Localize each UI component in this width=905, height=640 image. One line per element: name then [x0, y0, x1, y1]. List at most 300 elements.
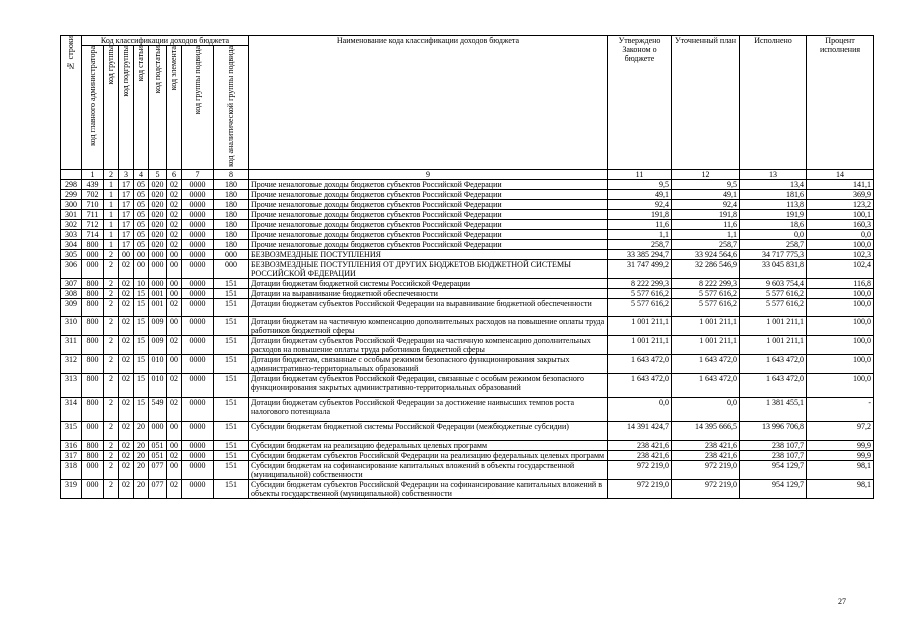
name-cell: Прочие неналоговые доходы бюджетов субъектов Российской Федерации — [249, 240, 608, 250]
code-cell: 05 — [134, 210, 149, 220]
name-cell: Прочие неналоговые доходы бюджетов субъектов Российской Федерации — [249, 230, 608, 240]
code-cell: 00 — [167, 317, 182, 336]
plan-cell: 972 219,0 — [672, 461, 740, 480]
code-cell: 0000 — [182, 398, 214, 422]
table-row — [61, 480, 874, 499]
code-cell: 02 — [119, 317, 134, 336]
name-cell: Субсидии бюджетам субъектов Российской Федерации на софинансирование капитальных вложений в объекты государственной (муниципальной) собственности — [249, 480, 608, 499]
code-cell: 020 — [149, 200, 167, 210]
row-number: 319 — [61, 480, 82, 499]
name-cell: Дотации бюджетам субъектов Российской Федерации на частичную компенсацию дополнительных расходов на повышение оплаты труда работников бюджетной сферы — [249, 336, 608, 355]
row-number: 304 — [61, 240, 82, 250]
code-cell: 2 — [104, 260, 119, 279]
code-cell: 0000 — [182, 480, 214, 499]
code-cell: 0000 — [182, 422, 214, 441]
code-cell: 000 — [149, 250, 167, 260]
row-number: 316 — [61, 441, 82, 451]
code-cell: 0000 — [182, 336, 214, 355]
plan-cell: 1 643 472,0 — [672, 374, 740, 398]
row-number: 305 — [61, 250, 82, 260]
table-row — [61, 441, 874, 451]
percent-cell: 100,0 — [807, 289, 874, 299]
name-cell: Субсидии бюджетам на реализацию федеральных целевых программ — [249, 441, 608, 451]
plan-cell: 972 219,0 — [672, 480, 740, 499]
code-cell: 2 — [104, 250, 119, 260]
code-cell: 020 — [149, 190, 167, 200]
code-cell: 009 — [149, 336, 167, 355]
header-code-col: код аналитической группы подвида — [214, 46, 249, 170]
code-cell: 2 — [104, 299, 119, 317]
code-cell: 151 — [214, 355, 249, 374]
code-cell: 180 — [214, 210, 249, 220]
name-cell: Дотации бюджетам на частичную компенсацию дополнительных расходов на повышение оплаты труда работников бюджетной сферы — [249, 317, 608, 336]
code-cell: 2 — [104, 422, 119, 441]
executed-cell: 9 603 754,4 — [740, 279, 807, 289]
table-row — [61, 461, 874, 480]
executed-cell: 5 577 616,2 — [740, 289, 807, 299]
code-cell: 15 — [134, 317, 149, 336]
plan-cell: 1 001 211,1 — [672, 336, 740, 355]
code-cell: 180 — [214, 180, 249, 190]
percent-cell: 123,2 — [807, 200, 874, 210]
plan-cell: 1 001 211,1 — [672, 317, 740, 336]
code-cell: 02 — [167, 240, 182, 250]
code-cell: 17 — [119, 240, 134, 250]
page-number: 27 — [838, 597, 846, 606]
code-cell: 02 — [167, 230, 182, 240]
code-cell: 02 — [167, 190, 182, 200]
code-cell: 2 — [104, 279, 119, 289]
code-cell: 549 — [149, 398, 167, 422]
approved-cell: 972 219,0 — [608, 461, 672, 480]
name-cell: Субсидии бюджетам на софинансирование капитальных вложений в объекты государственной (муниципальной) собственности — [249, 461, 608, 480]
table-row — [61, 240, 874, 250]
code-cell: 00 — [134, 260, 149, 279]
approved-cell: 1,1 — [608, 230, 672, 240]
header-code-group: Код классификации доходов бюджета — [82, 36, 249, 46]
code-cell: 151 — [214, 289, 249, 299]
code-cell: 05 — [134, 190, 149, 200]
code-cell: 0000 — [182, 279, 214, 289]
code-cell: 0000 — [182, 374, 214, 398]
plan-cell: 8 222 299,3 — [672, 279, 740, 289]
percent-cell: 100,0 — [807, 355, 874, 374]
approved-cell: 1 001 211,1 — [608, 317, 672, 336]
code-cell: 000 — [82, 422, 104, 441]
code-cell: 1 — [104, 190, 119, 200]
code-cell: 02 — [119, 461, 134, 480]
percent-cell: 116,8 — [807, 279, 874, 289]
approved-cell: 238 421,6 — [608, 441, 672, 451]
plan-cell: 0,0 — [672, 398, 740, 422]
plan-cell: 33 924 564,6 — [672, 250, 740, 260]
executed-cell: 13,4 — [740, 180, 807, 190]
column-index: 14 — [807, 170, 874, 180]
code-cell: 17 — [119, 190, 134, 200]
code-cell: 02 — [119, 355, 134, 374]
code-cell: 10 — [134, 279, 149, 289]
code-cell: 151 — [214, 480, 249, 499]
row-number: 298 — [61, 180, 82, 190]
table-row — [61, 180, 874, 190]
code-cell: 05 — [134, 200, 149, 210]
code-cell: 2 — [104, 398, 119, 422]
code-cell: 020 — [149, 220, 167, 230]
code-cell: 02 — [167, 220, 182, 230]
percent-cell: 160,3 — [807, 220, 874, 230]
code-cell: 2 — [104, 461, 119, 480]
code-cell: 02 — [119, 336, 134, 355]
executed-cell: 33 045 831,8 — [740, 260, 807, 279]
name-cell: Дотации бюджетам субъектов Российской Федерации за достижение наивысших темпов роста налогового потенциала — [249, 398, 608, 422]
code-cell: 17 — [119, 230, 134, 240]
code-cell: 02 — [167, 210, 182, 220]
row-number: 301 — [61, 210, 82, 220]
column-index: 8 — [214, 170, 249, 180]
table-row — [61, 355, 874, 374]
header-code-col: код элемента — [167, 46, 182, 170]
table-row — [61, 317, 874, 336]
code-cell: 00 — [167, 441, 182, 451]
code-cell: 2 — [104, 317, 119, 336]
executed-cell: 1 643 472,0 — [740, 355, 807, 374]
code-cell: 800 — [82, 441, 104, 451]
plan-cell: 238 421,6 — [672, 451, 740, 461]
code-cell: 000 — [82, 461, 104, 480]
name-cell: Субсидии бюджетам бюджетной системы Российской Федерации (межбюджетные субсидии) — [249, 422, 608, 441]
name-cell: Прочие неналоговые доходы бюджетов субъектов Российской Федерации — [249, 220, 608, 230]
code-cell: 001 — [149, 289, 167, 299]
percent-cell: 99,9 — [807, 451, 874, 461]
column-index: 7 — [182, 170, 214, 180]
header-code-col: код подгруппы — [119, 46, 134, 170]
code-cell: 00 — [167, 260, 182, 279]
executed-cell: 181,6 — [740, 190, 807, 200]
column-index: 2 — [104, 170, 119, 180]
code-cell: 800 — [82, 240, 104, 250]
code-cell: 010 — [149, 355, 167, 374]
executed-cell: 18,6 — [740, 220, 807, 230]
plan-cell: 49,1 — [672, 190, 740, 200]
column-index — [61, 170, 82, 180]
code-cell: 151 — [214, 398, 249, 422]
code-cell: 00 — [167, 289, 182, 299]
code-cell: 0000 — [182, 230, 214, 240]
approved-cell: 238 421,6 — [608, 451, 672, 461]
code-cell: 20 — [134, 422, 149, 441]
executed-cell: 191,9 — [740, 210, 807, 220]
code-cell: 02 — [167, 398, 182, 422]
code-cell: 0000 — [182, 451, 214, 461]
code-cell: 800 — [82, 398, 104, 422]
header-executed: Исполнено — [740, 36, 807, 170]
code-cell: 712 — [82, 220, 104, 230]
code-cell: 051 — [149, 451, 167, 461]
code-cell: 000 — [149, 279, 167, 289]
column-index: 3 — [119, 170, 134, 180]
code-cell: 02 — [119, 451, 134, 461]
code-cell: 151 — [214, 451, 249, 461]
percent-cell: 0,0 — [807, 230, 874, 240]
table-row — [61, 289, 874, 299]
approved-cell: 1 643 472,0 — [608, 374, 672, 398]
column-index-row — [61, 170, 874, 180]
code-cell: 00 — [167, 250, 182, 260]
code-cell: 02 — [119, 480, 134, 499]
plan-cell: 1 643 472,0 — [672, 355, 740, 374]
code-cell: 2 — [104, 336, 119, 355]
table-row — [61, 230, 874, 240]
code-cell: 02 — [167, 200, 182, 210]
code-cell: 02 — [119, 260, 134, 279]
approved-cell: 31 747 499,2 — [608, 260, 672, 279]
code-cell: 020 — [149, 230, 167, 240]
percent-cell: 97,2 — [807, 422, 874, 441]
plan-cell: 238 421,6 — [672, 441, 740, 451]
code-cell: 02 — [167, 374, 182, 398]
row-number: 302 — [61, 220, 82, 230]
code-cell: 0000 — [182, 200, 214, 210]
code-cell: 151 — [214, 336, 249, 355]
table-row — [61, 250, 874, 260]
header-name: Наименование кода классификации доходов бюджета — [249, 36, 608, 170]
executed-cell: 1 643 472,0 — [740, 374, 807, 398]
percent-cell: 102,3 — [807, 250, 874, 260]
code-cell: 077 — [149, 480, 167, 499]
code-cell: 15 — [134, 336, 149, 355]
code-cell: 00 — [167, 355, 182, 374]
row-number: 317 — [61, 451, 82, 461]
code-cell: 02 — [119, 279, 134, 289]
code-cell: 151 — [214, 299, 249, 317]
code-cell: 1 — [104, 220, 119, 230]
plan-cell: 191,8 — [672, 210, 740, 220]
header-code-col: код группы — [104, 46, 119, 170]
code-cell: 1 — [104, 210, 119, 220]
code-cell: 151 — [214, 441, 249, 451]
code-cell: 1 — [104, 240, 119, 250]
plan-cell: 5 577 616,2 — [672, 289, 740, 299]
code-cell: 000 — [82, 250, 104, 260]
code-cell: 180 — [214, 200, 249, 210]
code-cell: 02 — [119, 299, 134, 317]
code-cell: 020 — [149, 180, 167, 190]
percent-cell: 99,9 — [807, 441, 874, 451]
row-number: 311 — [61, 336, 82, 355]
table-row — [61, 336, 874, 355]
code-cell: 009 — [149, 317, 167, 336]
code-cell: 2 — [104, 374, 119, 398]
executed-cell: 5 577 616,2 — [740, 299, 807, 317]
name-cell: Прочие неналоговые доходы бюджетов субъектов Российской Федерации — [249, 180, 608, 190]
table-row — [61, 374, 874, 398]
code-cell: 000 — [149, 422, 167, 441]
plan-cell: 5 577 616,2 — [672, 299, 740, 317]
header-plan: Уточненный план — [672, 36, 740, 170]
plan-cell: 11,6 — [672, 220, 740, 230]
code-cell: 800 — [82, 355, 104, 374]
code-cell: 15 — [134, 299, 149, 317]
executed-cell: 238 107,7 — [740, 451, 807, 461]
code-cell: 02 — [119, 441, 134, 451]
plan-cell: 1,1 — [672, 230, 740, 240]
row-number: 314 — [61, 398, 82, 422]
name-cell: Дотации на выравнивание бюджетной обеспеченности — [249, 289, 608, 299]
row-number: 313 — [61, 374, 82, 398]
code-cell: 00 — [167, 422, 182, 441]
code-cell: 02 — [167, 180, 182, 190]
code-cell: 20 — [134, 480, 149, 499]
code-cell: 710 — [82, 200, 104, 210]
code-cell: 00 — [134, 250, 149, 260]
code-cell: 151 — [214, 374, 249, 398]
column-index: 6 — [167, 170, 182, 180]
approved-cell: 191,8 — [608, 210, 672, 220]
row-number: 308 — [61, 289, 82, 299]
code-cell: 0000 — [182, 240, 214, 250]
column-index: 13 — [740, 170, 807, 180]
code-cell: 0000 — [182, 250, 214, 260]
executed-cell: 34 717 775,3 — [740, 250, 807, 260]
approved-cell: 92,4 — [608, 200, 672, 210]
executed-cell: 1 001 211,1 — [740, 336, 807, 355]
code-cell: 1 — [104, 230, 119, 240]
row-number: 306 — [61, 260, 82, 279]
code-cell: 2 — [104, 451, 119, 461]
approved-cell: 33 385 294,7 — [608, 250, 672, 260]
code-cell: 02 — [167, 451, 182, 461]
row-number: 312 — [61, 355, 82, 374]
executed-cell: 1 001 211,1 — [740, 317, 807, 336]
code-cell: 180 — [214, 190, 249, 200]
code-cell: 05 — [134, 240, 149, 250]
approved-cell: 5 577 616,2 — [608, 289, 672, 299]
code-cell: 00 — [167, 279, 182, 289]
table-row — [61, 398, 874, 422]
executed-cell: 954 129,7 — [740, 461, 807, 480]
table-row — [61, 422, 874, 441]
header-code-col: код статьи — [134, 46, 149, 170]
header-row-no: № строки — [61, 36, 82, 170]
code-cell: 010 — [149, 374, 167, 398]
code-cell: 0000 — [182, 355, 214, 374]
approved-cell: 5 577 616,2 — [608, 299, 672, 317]
code-cell: 20 — [134, 461, 149, 480]
code-cell: 02 — [119, 398, 134, 422]
code-cell: 00 — [119, 250, 134, 260]
row-number: 307 — [61, 279, 82, 289]
code-cell: 800 — [82, 317, 104, 336]
code-cell: 0000 — [182, 220, 214, 230]
code-cell: 0000 — [182, 190, 214, 200]
plan-cell: 258,7 — [672, 240, 740, 250]
code-cell: 00 — [167, 461, 182, 480]
header-percent: Процент исполнения — [807, 36, 874, 170]
table-row — [61, 210, 874, 220]
percent-cell: 141,1 — [807, 180, 874, 190]
code-cell: 0000 — [182, 210, 214, 220]
plan-cell: 92,4 — [672, 200, 740, 210]
code-cell: 1 — [104, 200, 119, 210]
row-number: 310 — [61, 317, 82, 336]
plan-cell: 9,5 — [672, 180, 740, 190]
table-row — [61, 299, 874, 317]
code-cell: 15 — [134, 355, 149, 374]
code-cell: 000 — [149, 260, 167, 279]
code-cell: 000 — [82, 480, 104, 499]
code-cell: 051 — [149, 441, 167, 451]
revenue-table — [60, 35, 874, 499]
code-cell: 439 — [82, 180, 104, 190]
percent-cell: 100,0 — [807, 317, 874, 336]
header-code-col: код группы подвида — [182, 46, 214, 170]
approved-cell: 972 219,0 — [608, 480, 672, 499]
approved-cell: 0,0 — [608, 398, 672, 422]
executed-cell: 238 107,7 — [740, 441, 807, 451]
code-cell: 714 — [82, 230, 104, 240]
code-cell: 0000 — [182, 461, 214, 480]
code-cell: 15 — [134, 289, 149, 299]
code-cell: 001 — [149, 299, 167, 317]
name-cell: Дотации бюджетам, связанные с особым режимом безопасного функционирования закрытых административно-территориальных образований — [249, 355, 608, 374]
code-cell: 2 — [104, 480, 119, 499]
executed-cell: 1 381 455,1 — [740, 398, 807, 422]
header-code-col: код главного администратора — [82, 46, 104, 170]
column-index: 12 — [672, 170, 740, 180]
header-approved: Утверждено Законом о бюджете — [608, 36, 672, 170]
code-cell: 180 — [214, 220, 249, 230]
code-cell: 17 — [119, 180, 134, 190]
approved-cell: 1 001 211,1 — [608, 336, 672, 355]
code-cell: 180 — [214, 230, 249, 240]
percent-cell: 98,1 — [807, 480, 874, 499]
code-cell: 17 — [119, 200, 134, 210]
code-cell: 151 — [214, 279, 249, 289]
code-cell: 0000 — [182, 317, 214, 336]
code-cell: 000 — [82, 260, 104, 279]
table-row — [61, 200, 874, 210]
approved-cell: 11,6 — [608, 220, 672, 230]
code-cell: 151 — [214, 461, 249, 480]
code-cell: 800 — [82, 289, 104, 299]
column-index: 4 — [134, 170, 149, 180]
code-cell: 702 — [82, 190, 104, 200]
percent-cell: 369,9 — [807, 190, 874, 200]
code-cell: 05 — [134, 230, 149, 240]
code-cell: 0000 — [182, 260, 214, 279]
code-cell: 05 — [134, 180, 149, 190]
code-cell: 02 — [167, 336, 182, 355]
code-cell: 800 — [82, 279, 104, 289]
percent-cell: 100,0 — [807, 374, 874, 398]
name-cell: Прочие неналоговые доходы бюджетов субъектов Российской Федерации — [249, 200, 608, 210]
header-code-col: код подстатьи — [149, 46, 167, 170]
table-row — [61, 190, 874, 200]
code-cell: 0000 — [182, 299, 214, 317]
percent-cell: 98,1 — [807, 461, 874, 480]
plan-cell: 14 395 666,5 — [672, 422, 740, 441]
percent-cell: 100,0 — [807, 336, 874, 355]
code-cell: 1 — [104, 180, 119, 190]
executed-cell: 258,7 — [740, 240, 807, 250]
code-cell: 02 — [119, 422, 134, 441]
percent-cell: 100,0 — [807, 299, 874, 317]
row-number: 303 — [61, 230, 82, 240]
percent-cell: - — [807, 398, 874, 422]
code-cell: 000 — [214, 250, 249, 260]
code-cell: 800 — [82, 336, 104, 355]
code-cell: 2 — [104, 289, 119, 299]
